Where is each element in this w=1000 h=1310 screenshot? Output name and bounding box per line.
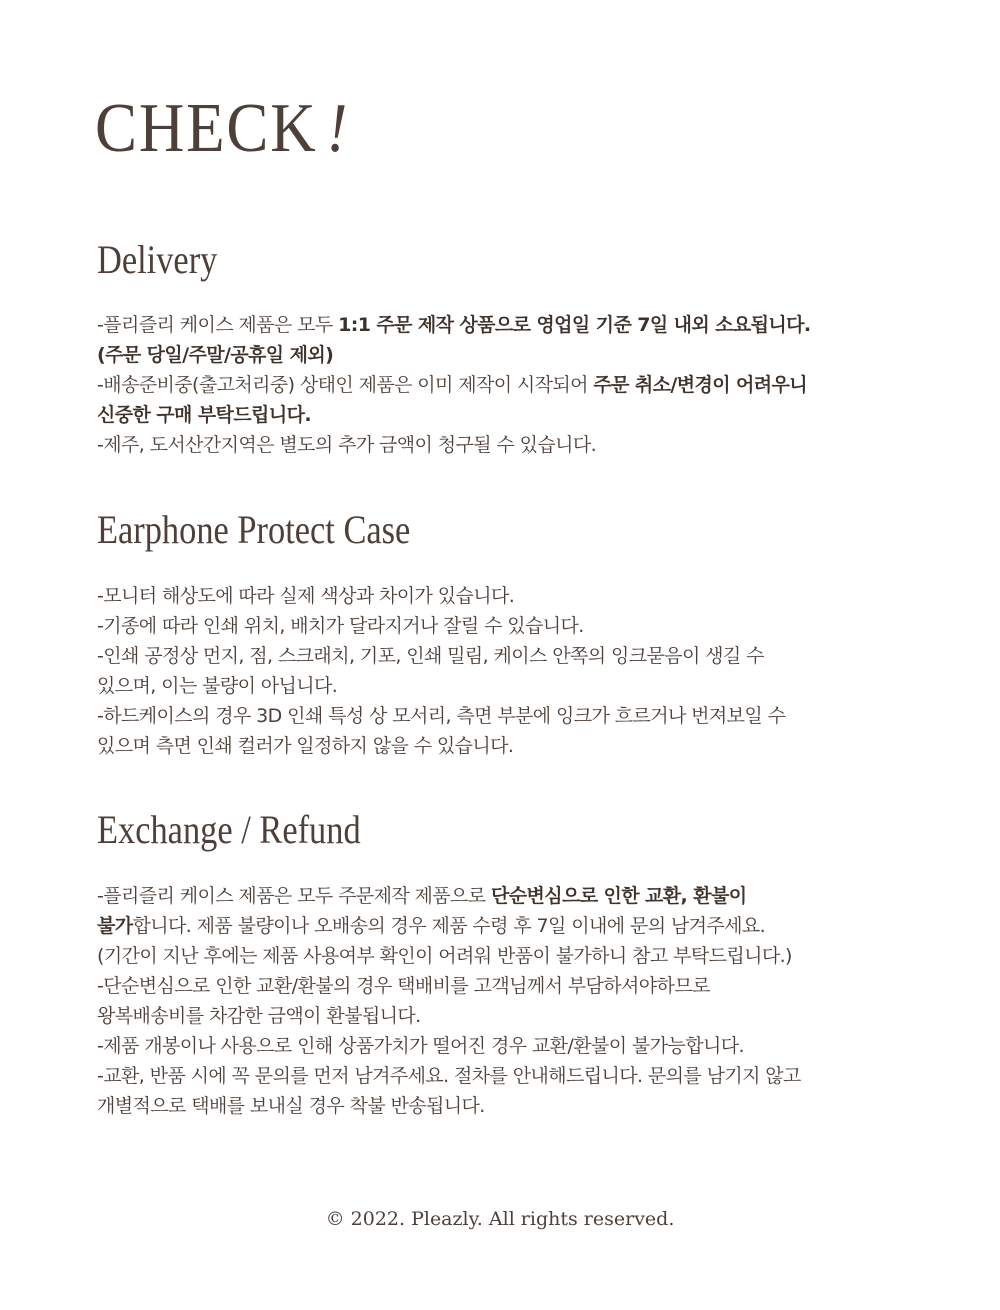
policy-text-emphasis: 불가 <box>97 915 133 937</box>
policy-line <box>97 671 947 701</box>
policy-text: -제품 개봉이나 사용으로 인해 상품가치가 떨어진 경우 교환/환불이 불가능합니다. <box>97 1035 744 1057</box>
policy-text-emphasis: 주문 취소/변경이 어려우니 <box>593 374 808 396</box>
policy-line <box>97 370 947 400</box>
delivery-heading: Delivery <box>97 237 218 282</box>
page-title <box>95 84 349 174</box>
policy-text: 왕복배송비를 차감한 금액이 환불됩니다. <box>97 1005 421 1027</box>
page-title-mark: ! <box>326 90 350 167</box>
policy-text: -배송준비중(출고처리중) 상태인 제품은 이미 제작이 시작되어 <box>97 374 594 396</box>
policy-text-emphasis: 신중한 구매 부탁드립니다. <box>97 404 311 426</box>
policy-text: -플리즐리 케이스 제품은 모두 주문제작 제품으로 <box>97 885 491 907</box>
earphone-case-heading: Earphone Protect Case <box>97 507 411 552</box>
policy-text: -기종에 따라 인쇄 위치, 배치가 달라지거나 잘릴 수 있습니다. <box>97 615 584 637</box>
policy-text: 개별적으로 택배를 보내실 경우 착불 반송됩니다. <box>97 1095 485 1117</box>
policy-text: 합니다. 제품 불량이나 오배송의 경우 제품 수령 후 7일 이내에 문의 남겨주세요. <box>132 915 766 937</box>
policy-text: 있으며 측면 인쇄 컬러가 일정하지 않을 수 있습니다. <box>97 735 514 757</box>
policy-line <box>97 611 947 641</box>
policy-line <box>97 430 947 460</box>
exchange-refund-body <box>97 881 947 1121</box>
policy-text: -제주, 도서산간지역은 별도의 추가 금액이 청구될 수 있습니다. <box>97 434 597 456</box>
policy-text: -하드케이스의 경우 3D 인쇄 특성 상 모서리, 측면 부분에 잉크가 흐르거나 번져보일 수 <box>97 705 786 727</box>
policy-line <box>97 1091 947 1121</box>
policy-line <box>97 701 947 731</box>
policy-text: -교환, 반품 시에 꼭 문의를 먼저 남겨주세요. 절차를 안내해드립니다. 문의를 남기지 않고 <box>97 1065 801 1087</box>
policy-text: -인쇄 공정상 먼지, 점, 스크래치, 기포, 인쇄 밀림, 케이스 안쪽의 잉크묻음이 생길 수 <box>97 645 764 667</box>
policy-line <box>97 971 947 1001</box>
policy-line <box>97 310 947 340</box>
exchange-refund-heading: Exchange / Refund <box>97 807 361 852</box>
policy-line <box>97 941 947 971</box>
policy-line <box>97 1001 947 1031</box>
policy-line <box>97 340 947 370</box>
policy-text-emphasis: 1:1 주문 제작 상품으로 영업일 기준 7일 내외 소요됩니다. <box>338 314 811 336</box>
earphone-case-body <box>97 581 947 761</box>
policy-line <box>97 731 947 761</box>
policy-text: -모니터 해상도에 따라 실제 색상과 차이가 있습니다. <box>97 585 515 607</box>
policy-line <box>97 641 947 671</box>
policy-text: 있으며, 이는 불량이 아닙니다. <box>97 675 338 697</box>
policy-text-emphasis: 단순변심으로 인한 교환, 환불이 <box>490 885 747 907</box>
footer-copyright: © 2022. Pleazly. All rights reserved. <box>325 1208 675 1230</box>
delivery-body <box>97 310 947 460</box>
policy-text: -플리즐리 케이스 제품은 모두 <box>97 314 339 336</box>
policy-line <box>97 1061 947 1091</box>
policy-line <box>97 400 947 430</box>
policy-line <box>97 911 947 941</box>
page-title-text: CHECK <box>95 90 318 167</box>
policy-line <box>97 1031 947 1061</box>
policy-text-emphasis: (주문 당일/주말/공휴일 제외) <box>97 344 334 366</box>
policy-line <box>97 881 947 911</box>
policy-text: (기간이 지난 후에는 제품 사용여부 확인이 어려워 반품이 불가하니 참고 부탁드립니다.) <box>97 945 792 967</box>
policy-text: -단순변심으로 인한 교환/환불의 경우 택배비를 고객님께서 부담하셔야하므로 <box>97 975 710 997</box>
policy-line <box>97 581 947 611</box>
